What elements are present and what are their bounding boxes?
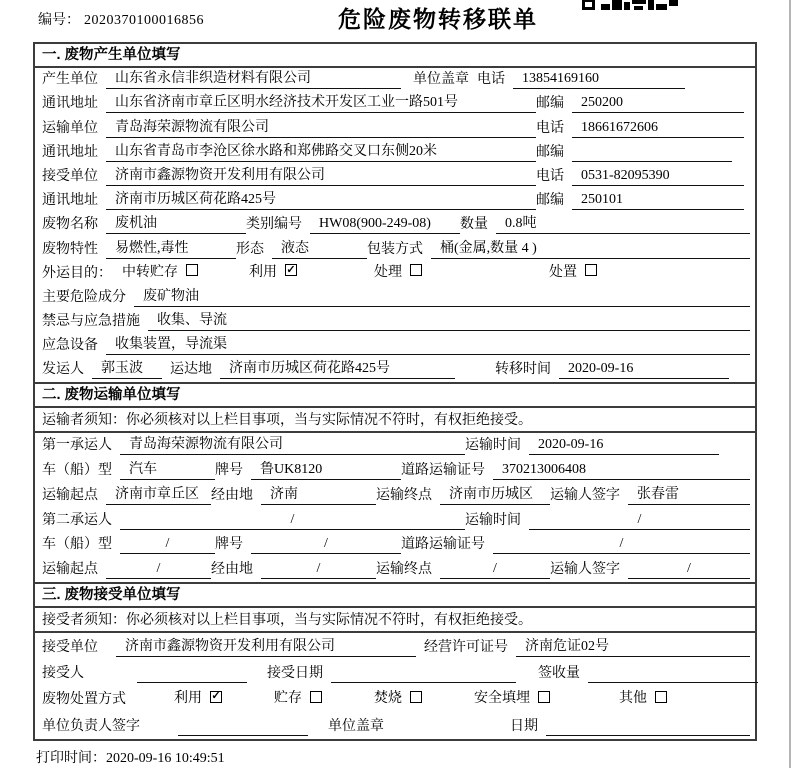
field-label: 牌号 <box>215 537 243 553</box>
field-value: 济南市鑫源物资开发利用有限公司 <box>106 167 536 186</box>
form-row <box>35 92 755 116</box>
field-value: 青岛海荣源物流有限公司 <box>120 436 465 455</box>
field-value: / <box>106 560 211 579</box>
field-label: 第二承运人 <box>42 512 112 528</box>
field-label: 单位负责人签字 <box>42 718 140 734</box>
field-value: 13854169160 <box>513 70 685 89</box>
checked-checkbox-icon: ✓ <box>211 690 221 703</box>
page-title: 危险废物转移联单 <box>338 6 538 32</box>
section-heading: 二. 废物运输单位填写 <box>35 384 755 408</box>
field-label: 产生单位 <box>42 72 98 88</box>
field-label: 通讯地址 <box>42 193 98 209</box>
field-label: 包装方式 <box>367 241 423 257</box>
unchecked-checkbox-icon <box>538 691 550 703</box>
form-row <box>35 310 755 334</box>
field-value: 张春雷 <box>628 486 750 505</box>
field-value: 废机油 <box>106 215 246 234</box>
field-value: / <box>120 511 465 530</box>
field-label: 运输单位 <box>42 120 98 136</box>
field-value: 收集装置，导流渠 <box>106 336 750 355</box>
field-label: 运输终点 <box>376 487 432 503</box>
page-edge-divider <box>789 0 791 768</box>
checkbox-option <box>122 261 249 283</box>
field-label: 通讯地址 <box>42 144 98 160</box>
field-label: 运输起点 <box>42 487 98 503</box>
checkbox-label: 利用 <box>249 264 277 280</box>
field-label: 邮编 <box>536 144 564 160</box>
field-label: 运输人签字 <box>550 562 620 578</box>
checkbox-option <box>374 687 474 709</box>
field-value: 370213006408 <box>493 461 750 480</box>
section-heading: 一. 废物产生单位填写 <box>35 44 755 68</box>
checkbox-option <box>249 261 374 283</box>
field-label: 运达地 <box>170 362 212 378</box>
field-label: 接受单位 <box>42 168 98 184</box>
field-label: 邮编 <box>536 193 564 209</box>
field-label: 运输时间 <box>465 512 521 528</box>
print-time-label: 打印时间： <box>36 751 106 766</box>
doc-number <box>38 9 204 29</box>
unchecked-checkbox-icon <box>585 264 597 276</box>
checkbox-label: 焚烧 <box>374 691 402 707</box>
field-value: 济南市鑫源物资开发利用有限公司 <box>116 638 416 657</box>
field-label: 外运目的： <box>42 265 112 281</box>
field-value: 收集、导流 <box>148 312 750 331</box>
field-value: 青岛海荣源物流有限公司 <box>106 119 536 138</box>
form-row <box>35 358 755 382</box>
unchecked-checkbox-icon <box>410 691 422 703</box>
field-value: 桶(金属,数量 4 ) <box>431 240 750 259</box>
field-label: 经由地 <box>211 487 253 503</box>
print-time <box>36 747 225 767</box>
checkbox-label: 利用 <box>174 691 202 707</box>
field-label: 道路运输证号 <box>401 463 485 479</box>
qr-code-icon <box>582 0 682 12</box>
form-row <box>35 483 755 508</box>
field-label: 接受单位 <box>42 639 98 655</box>
checkbox-option <box>174 687 274 709</box>
field-value: 18661672606 <box>572 119 744 138</box>
field-value: 济南市历城区 <box>440 486 550 505</box>
form-row <box>35 508 755 533</box>
field-value: / <box>628 560 750 579</box>
field-value <box>588 664 758 683</box>
unchecked-checkbox-icon <box>410 264 422 276</box>
field-value: 250101 <box>572 191 744 210</box>
checkbox-option <box>619 687 667 709</box>
field-label: 电话 <box>536 120 564 136</box>
field-value: 山东省永信非织造材料有限公司 <box>106 70 401 89</box>
field-label: 经由地 <box>211 562 253 578</box>
field-label: 废物特性 <box>42 241 98 257</box>
form-row <box>35 533 755 558</box>
checkbox-label: 处理 <box>374 264 402 280</box>
field-label: 形态 <box>236 241 264 257</box>
section-notice: 运输者须知：你必须核对以上栏目事项，当与实际情况不符时，有权拒绝接受。 <box>35 408 755 433</box>
field-label: 接受人 <box>42 666 84 681</box>
field-value: / <box>120 535 215 554</box>
form-row <box>35 141 755 165</box>
field-value: 250200 <box>572 94 744 113</box>
form-row <box>35 213 755 237</box>
field-value: 0.8吨 <box>496 215 750 234</box>
field-label: 转移时间 <box>495 362 551 378</box>
field-label: 主要危险成分 <box>42 289 126 305</box>
form-row <box>35 68 755 92</box>
field-label: 单位盖章 <box>328 718 384 734</box>
field-label: 签收量 <box>538 666 580 681</box>
unchecked-checkbox-icon <box>186 264 198 276</box>
field-label: 运输时间 <box>465 438 521 454</box>
field-value: 易燃性,毒性 <box>106 240 236 259</box>
field-value: 0531-82095390 <box>572 167 744 186</box>
checkbox-label: 安全填埋 <box>474 691 530 707</box>
field-value <box>331 664 516 683</box>
field-label: 运输人签字 <box>550 487 620 503</box>
field-value <box>137 664 247 683</box>
field-value: 济南市章丘区 <box>106 486 211 505</box>
checkbox-option <box>274 687 374 709</box>
field-value: 山东省青岛市李沧区徐水路和郑佛路交叉口东侧20米 <box>106 143 536 162</box>
field-value: 济南 <box>261 486 376 505</box>
field-label: 牌号 <box>215 463 243 479</box>
field-value: 山东省济南市章丘区明水经济技术开发区工业一路501号 <box>106 94 536 113</box>
field-value: 废矿物油 <box>134 288 750 307</box>
field-label: 运输终点 <box>376 562 432 578</box>
field-label: 单位盖章 <box>413 72 469 88</box>
field-label: 道路运输证号 <box>401 537 485 553</box>
form-row <box>35 433 755 458</box>
doc-number-value: 2020370100016856 <box>84 13 204 28</box>
checkbox-option <box>549 261 597 283</box>
form-row <box>35 712 755 738</box>
unchecked-checkbox-icon <box>655 691 667 703</box>
form-row <box>35 633 755 659</box>
checked-checkbox-icon: ✓ <box>286 263 296 276</box>
field-label: 废物名称 <box>42 217 98 233</box>
form-row <box>35 165 755 189</box>
form-row <box>35 116 755 140</box>
field-label: 第一承运人 <box>42 438 112 454</box>
field-value <box>572 143 732 162</box>
form-row <box>35 262 755 286</box>
field-label: 废物处置方式 <box>42 692 126 708</box>
form-row <box>35 334 755 358</box>
field-value: / <box>261 560 376 579</box>
field-label: 发运人 <box>42 362 84 378</box>
checkbox-label: 中转贮存 <box>122 264 178 280</box>
field-label: 经营许可证号 <box>424 639 508 655</box>
form-row <box>35 557 755 582</box>
field-value: 济南危证02号 <box>516 638 750 657</box>
form-row <box>35 237 755 261</box>
field-label: 电话 <box>477 72 505 88</box>
producer-section <box>35 44 755 382</box>
print-time-value: 2020-09-16 10:49:51 <box>106 751 225 766</box>
field-value <box>178 717 308 736</box>
field-label: 接受日期 <box>267 666 323 681</box>
field-label: 禁忌与应急措施 <box>42 314 140 330</box>
field-value: HW08(900-249-08) <box>310 215 460 234</box>
field-value: / <box>529 511 750 530</box>
checkbox-option <box>374 261 549 283</box>
checkbox-option <box>474 687 619 709</box>
section-notice: 接受者须知：你必须核对以上栏目事项，当与实际情况不符时，有权拒绝接受。 <box>35 608 755 633</box>
form-row <box>35 660 755 686</box>
form-row <box>35 458 755 483</box>
section-heading: 三. 废物接受单位填写 <box>35 584 755 608</box>
doc-number-label: 编号： <box>38 13 80 28</box>
field-label: 电话 <box>536 168 564 184</box>
field-label: 车（船）型 <box>42 537 112 553</box>
form-row <box>35 286 755 310</box>
field-label: 邮编 <box>536 96 564 112</box>
field-value: 济南市历城区荷花路425号 <box>220 360 455 379</box>
field-value: / <box>493 535 750 554</box>
field-value: 鲁UK8120 <box>251 461 401 480</box>
transporter-section <box>35 382 755 582</box>
field-label: 通讯地址 <box>42 96 98 112</box>
field-value <box>546 717 750 736</box>
unchecked-checkbox-icon <box>310 691 322 703</box>
field-label: 运输起点 <box>42 562 98 578</box>
field-value: 汽车 <box>120 461 215 480</box>
field-value: 液态 <box>272 240 367 259</box>
field-value: 2020-09-16 <box>529 436 719 455</box>
form-row <box>35 189 755 213</box>
field-value: 2020-09-16 <box>559 360 729 379</box>
field-label: 日期 <box>510 718 538 734</box>
field-label: 数量 <box>460 217 488 233</box>
field-value: 济南市历城区荷花路425号 <box>106 191 536 210</box>
field-label: 应急设备 <box>42 338 98 354</box>
field-value: 郭玉波 <box>92 360 162 379</box>
checkbox-label: 其他 <box>619 691 647 707</box>
field-label: 类别编号 <box>246 217 302 233</box>
receiver-section <box>35 582 755 739</box>
field-label: 车（船）型 <box>42 463 112 479</box>
checkbox-label: 贮存 <box>274 691 302 707</box>
field-value: / <box>440 560 550 579</box>
manifest-form <box>33 42 757 741</box>
field-value: / <box>251 535 401 554</box>
form-row <box>35 686 755 712</box>
checkbox-label: 处置 <box>549 264 577 280</box>
